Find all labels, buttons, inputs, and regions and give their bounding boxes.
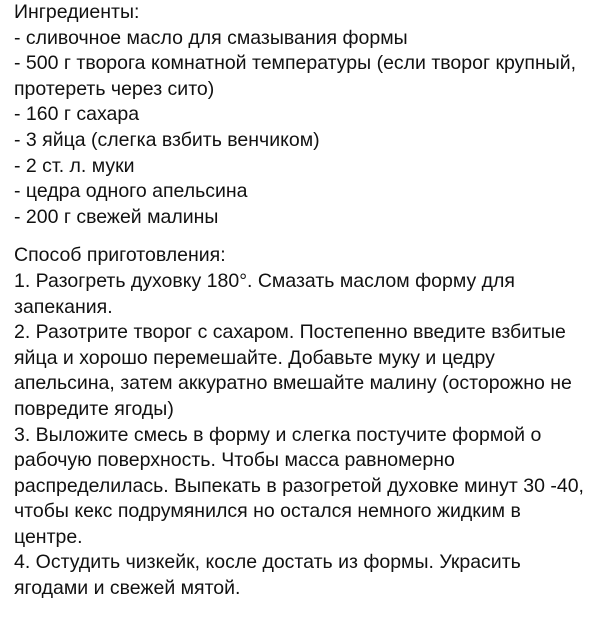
ingredients-section — [14, 0, 594, 230]
ingredients-list — [14, 26, 594, 231]
ingredient-item: - 200 г свежей малины — [14, 205, 219, 228]
method-heading: Способ приготовления: — [14, 244, 226, 267]
method-step: 4. Остудить чизкейк, косле достать из формы. Украсить ягодами и свежей мятой. — [14, 551, 521, 600]
ingredient-item: - сливочное масло для смазывания формы — [14, 26, 408, 49]
method-step: 2. Разотрите творог с сахаром. Постепенно введите взбитые яйца и хорошо перемешайте. Добавьте муку и цедру апельсина, затем аккуратно вмешайте малину (осторожно не повредите ягоды) — [14, 321, 572, 420]
ingredients-heading: Ингредиенты: — [14, 1, 140, 23]
ingredient-item: - 3 яйца (слегка взбить венчиком) — [14, 128, 320, 151]
method-steps — [14, 269, 594, 602]
ingredient-item: - цедра одного апельсина — [14, 180, 248, 203]
ingredient-item: - 160 г сахара — [14, 103, 140, 126]
ingredient-item: - 2 ст. л. муки — [14, 154, 135, 177]
method-step: 1. Разогреть духовку 180°. Смазать маслом форму для запекания. — [14, 269, 515, 318]
method-step: 3. Выложите смесь в форму и слегка постучите формой о рабочую поверхность. Чтобы масса равномерно распределилась. Выпекать в разогретой духовке минут 30 -40, чтобы кекс подрумянился но остался немного жидким в центре. — [14, 423, 584, 548]
recipe-document — [14, 0, 594, 602]
method-section — [14, 243, 594, 601]
ingredient-item: - 500 г творога комнатной температуры (если творог крупный, протереть через сито) — [14, 52, 577, 100]
